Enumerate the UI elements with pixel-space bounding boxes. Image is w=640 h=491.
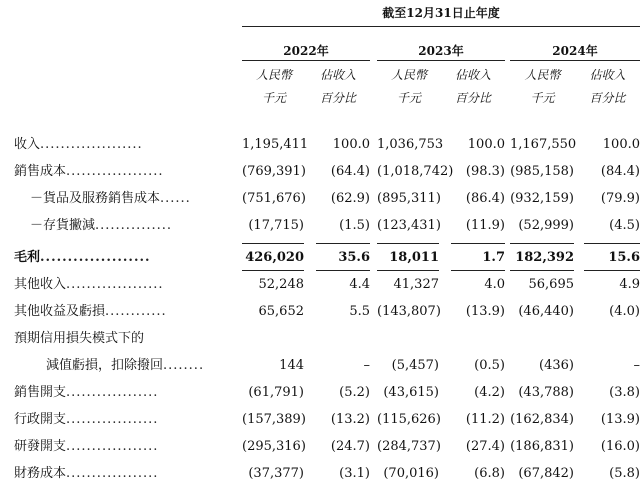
cell-pct-2024: (4.5) [609,218,640,233]
cell-amount-2023: (123,431) [377,218,441,233]
table-row [0,159,640,187]
subhdr-pct-2024: 佔收入 百分比 [589,68,626,105]
row-label-text: 預期信用損失模式下的 [14,331,145,346]
table-row [0,272,640,300]
cell-pct-2023: (11.2) [465,412,505,427]
cell-pct-2023: (13.9) [465,304,505,319]
cell-amount-2023: (70,016) [383,466,439,481]
cell-pct-2024: 100.0 [602,137,640,152]
rule-gp-bot-2023-amt [377,270,439,271]
cell-amount-2022: (61,791) [248,385,304,400]
row-label-text: 其他收益及虧損 [14,304,106,319]
cell-pct-2024: (79.9) [600,191,640,206]
cell-pct-2022: 4.4 [349,277,370,292]
cell-amount-2022: 144 [279,358,304,373]
cell-amount-2023: (115,626) [377,412,441,427]
table-row [0,380,640,408]
cell-amount-2022: (751,676) [242,191,306,206]
cell-pct-2024: (4.0) [609,304,640,319]
cell-pct-2023: 100.0 [467,137,505,152]
leader-dots: .................. [66,466,159,481]
period-header: 截至12月31日止年度 [382,6,500,20]
rule-gp-bot-2024-pct [584,270,640,271]
cell-pct-2023: (27.4) [465,439,505,454]
cell-pct-2023: (6.8) [474,466,505,481]
cell-pct-2024: – [633,358,640,373]
cell-amount-2024: 56,695 [528,277,574,292]
leader-dots: .................... [40,137,143,152]
cell-amount-2022: (17,715) [248,218,304,233]
cell-pct-2023: (98.3) [465,164,505,179]
cell-amount-2022: (157,389) [242,412,306,427]
subhdr-pct-2022: 佔收入 百分比 [319,68,356,105]
year-rule-2022 [242,60,370,61]
leader-dots: .................. [66,439,159,454]
cell-pct-2022: 5.5 [349,304,370,319]
year-rule-2023 [377,60,505,61]
subhdr-amount-2022: 人民幣 千元 [255,68,292,105]
rule-gp-bot-2022-amt [242,270,304,271]
table-row [0,353,640,381]
cell-pct-2024: (84.4) [600,164,640,179]
cell-pct-2023: 4.0 [484,277,505,292]
cell-pct-2024: 4.9 [619,277,640,292]
cell-amount-2024: (67,842) [518,466,574,481]
cell-pct-2022: (3.1) [339,466,370,481]
cell-amount-2024: (52,999) [518,218,574,233]
cell-amount-2024: (985,158) [510,164,574,179]
leader-dots: ............... [95,218,173,233]
row-label [30,216,172,236]
cell-pct-2023: (11.9) [465,218,505,233]
subhdr-amount-2023: 人民幣 千元 [390,68,427,105]
cell-pct-2022: (5.2) [339,385,370,400]
cell-amount-2023: (5,457) [391,358,439,373]
table-row [0,299,640,327]
rule-gp-top-2022-pct [316,243,370,244]
row-label-text: 銷售開支 [14,385,67,400]
row-label [14,383,158,403]
cell-pct-2022: 35.6 [338,250,370,265]
table-row [0,326,640,354]
cell-pct-2022: 100.0 [332,137,370,152]
cell-pct-2022: (24.7) [330,439,370,454]
row-label [14,248,151,268]
cell-amount-2023: 41,327 [393,277,439,292]
rule-gp-top-2023-pct [451,243,505,244]
table-row [0,132,640,160]
cell-amount-2022: (769,391) [242,164,306,179]
table-row [0,245,640,273]
cell-pct-2022: (1.5) [339,218,370,233]
table-row [0,186,640,214]
cell-amount-2024: (436) [539,358,574,373]
cell-amount-2024: 1,167,550 [510,137,577,152]
row-label [14,329,144,349]
row-label [14,162,164,182]
cell-pct-2024: 15.6 [608,250,640,265]
cell-amount-2023: (1,018,742) [377,164,454,179]
rule-gp-bot-2024-amt [510,270,574,271]
row-label-text: 研發開支 [14,439,67,454]
rule-gp-top-2023-amt [377,243,439,244]
cell-amount-2022: 65,652 [258,304,304,319]
leader-dots: ........ [163,358,205,373]
row-label-text: －存貨撇減 [30,218,96,233]
cell-amount-2023: 18,011 [389,250,439,265]
cell-amount-2023: (43,615) [383,385,439,400]
cell-amount-2022: 52,248 [258,277,304,292]
cell-pct-2022: (13.2) [330,412,370,427]
row-label [14,410,158,430]
year-2023: 2023年 [418,44,464,58]
row-label [14,464,158,484]
rule-gp-bot-2022-pct [316,270,370,271]
row-label [46,356,204,376]
cell-pct-2023: (0.5) [474,358,505,373]
cell-amount-2024: (932,159) [510,191,574,206]
cell-pct-2024: (3.8) [609,385,640,400]
cell-amount-2022: (295,316) [242,439,306,454]
rule-gp-top-2024-amt [510,243,574,244]
row-label [14,275,164,295]
cell-pct-2024: (16.0) [600,439,640,454]
cell-pct-2022: (62.9) [330,191,370,206]
cell-amount-2023: (284,737) [377,439,441,454]
cell-amount-2022: (37,377) [248,466,304,481]
cell-amount-2023: (143,807) [377,304,441,319]
rule-gp-top-2022-amt [242,243,304,244]
row-label [14,135,143,155]
year-2024: 2024年 [552,44,598,58]
leader-dots: ...... [160,191,191,206]
row-label-text: 毛利 [14,250,41,265]
cell-pct-2022: – [363,358,370,373]
row-label [30,189,191,209]
cell-amount-2024: (46,440) [518,304,574,319]
year-2022: 2022年 [283,44,329,58]
subhdr-amount-2024: 人民幣 千元 [524,68,561,105]
row-label [14,437,158,457]
table-row [0,461,640,489]
row-label-text: －貨品及服務銷售成本 [30,191,161,206]
leader-dots: .................... [40,250,151,265]
cell-amount-2023: (895,311) [377,191,441,206]
leader-dots: ............ [105,304,167,319]
table-row [0,407,640,435]
cell-pct-2023: (4.2) [474,385,505,400]
cell-amount-2024: (43,788) [518,385,574,400]
leader-dots: .................. [66,385,159,400]
cell-amount-2024: (162,834) [510,412,574,427]
cell-pct-2024: (13.9) [600,412,640,427]
cell-pct-2023: (86.4) [465,191,505,206]
row-label-text: 收入 [14,137,41,152]
cell-amount-2022: 426,020 [245,250,304,265]
leader-dots: .................. [66,412,159,427]
table-row [0,213,640,241]
rule-gp-bot-2023-pct [451,270,505,271]
leader-dots: ................... [66,277,164,292]
cell-pct-2023: 1.7 [482,250,505,265]
row-label-text: 行政開支 [14,412,67,427]
row-label-text: 減值虧損，扣除撥回 [46,358,164,373]
row-label [14,302,167,322]
rule-gp-top-2024-pct [584,243,640,244]
cell-amount-2023: 1,036,753 [377,137,444,152]
cell-amount-2024: (186,831) [510,439,574,454]
table-row [0,434,640,462]
cell-amount-2024: 182,392 [515,250,574,265]
row-label-text: 其他收入 [14,277,67,292]
cell-pct-2022: (64.4) [330,164,370,179]
period-rule [242,26,640,27]
cell-amount-2022: 1,195,411 [242,137,309,152]
year-rule-2024 [510,60,640,61]
cell-pct-2024: (5.8) [609,466,640,481]
leader-dots: ................... [66,164,164,179]
row-label-text: 財務成本 [14,466,67,481]
subhdr-pct-2023: 佔收入 百分比 [454,68,491,105]
row-label-text: 銷售成本 [14,164,67,179]
